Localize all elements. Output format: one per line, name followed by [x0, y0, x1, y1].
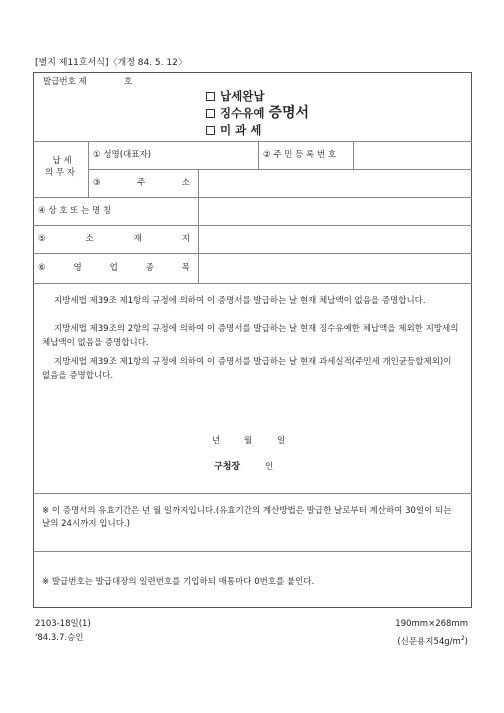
checkbox-icon — [206, 109, 215, 118]
paper-spec: (신문용지$54g/m^2$) — [397, 635, 468, 647]
certification-paragraph-1: 지방세법 제39조 제1항의 규정에 의하여 이 증명서를 발급하는 날 현재 체납액이 없음을 증명합니다. — [54, 296, 426, 306]
approval-date: '84.3.7.승인 — [35, 633, 84, 643]
resident-number-label: ② 주 민 등 록 번 호 — [263, 150, 337, 160]
date-year-label: 년 — [212, 436, 221, 446]
date-day-label: 일 — [277, 436, 286, 446]
divider-taxpayer-mid — [88, 169, 472, 170]
certification-paragraph-3: 지방세법 제39조 제1항의 규정에 의하여 이 증명서를 발급하는 날 현재 과세실적(주민세 개인균등할제외)이 없음을 증명합니다. — [42, 357, 452, 381]
business-type-label: ⑥ 영 업 종 목 — [38, 263, 190, 273]
divider-body — [33, 493, 472, 494]
title-option-deferred: 징수유예 증명서 — [206, 106, 309, 120]
title-option-untaxed: 미 과 세 — [206, 123, 261, 137]
issuer-title: 구청장 — [214, 462, 241, 472]
divider-location — [33, 253, 472, 254]
divider-name-resident — [258, 141, 259, 169]
divider-resident-value — [353, 141, 354, 169]
divider-taxpayer-bottom — [33, 197, 472, 198]
validity-period-note: ※ 이 증명서의 유효기간은 년 월 일까지입니다.(유효기간의 계산방법은 발급한 날로부터 계산하여 30일이 되는 날의 24시까지 입니다.) — [42, 506, 452, 529]
certification-paragraph-2: 지방세법 제39조의 2항의 규정에 의하여 이 증명서를 발급하는 날 현재 징수유예한 체납액을 제외한 지방세의 체납액이 없음을 증명합니다. — [42, 324, 459, 348]
issue-number-note: ※ 발급번호는 발급대장의 일련번호를 기입하되 매통마다 0번호를 붙인다. — [42, 577, 315, 587]
trade-name-label: ④ 상 호 또 는 명 칭 — [38, 206, 112, 216]
title-option-paid: 납세완납 — [206, 89, 264, 103]
form-number: [별지 제11호서식]〈개정 84. 5. 12〉 — [35, 58, 187, 68]
divider-taxpayer-label — [88, 141, 89, 197]
divider-trade-name — [33, 225, 472, 226]
checkbox-icon — [206, 92, 215, 101]
divider-address-value — [198, 169, 199, 197]
certificate-title: 증명서 — [268, 105, 310, 121]
divider-validity — [33, 551, 472, 552]
date-month-label: 월 — [244, 436, 253, 446]
paper-size: 190mm×268mm — [395, 619, 468, 629]
divider-title — [33, 141, 472, 142]
divider-business — [33, 283, 472, 284]
form-code: 2103-18일(1) — [35, 619, 91, 629]
taxpayer-label-line1: 납 세 — [52, 156, 72, 166]
issue-number-label: 발급번호 제 — [43, 77, 87, 87]
taxpayer-label-line2: 의 무 자 — [44, 168, 76, 178]
address-label: ③ 주 소 — [93, 178, 190, 188]
divider-rows-value — [198, 197, 199, 283]
location-label: ⑤ 소 재 지 — [38, 234, 190, 244]
checkbox-icon — [206, 126, 215, 135]
issuer-seal-mark: 인 — [265, 462, 274, 472]
name-field-label: ① 성명(대표자) — [93, 150, 152, 160]
issue-number-suffix: 호 — [124, 77, 133, 87]
